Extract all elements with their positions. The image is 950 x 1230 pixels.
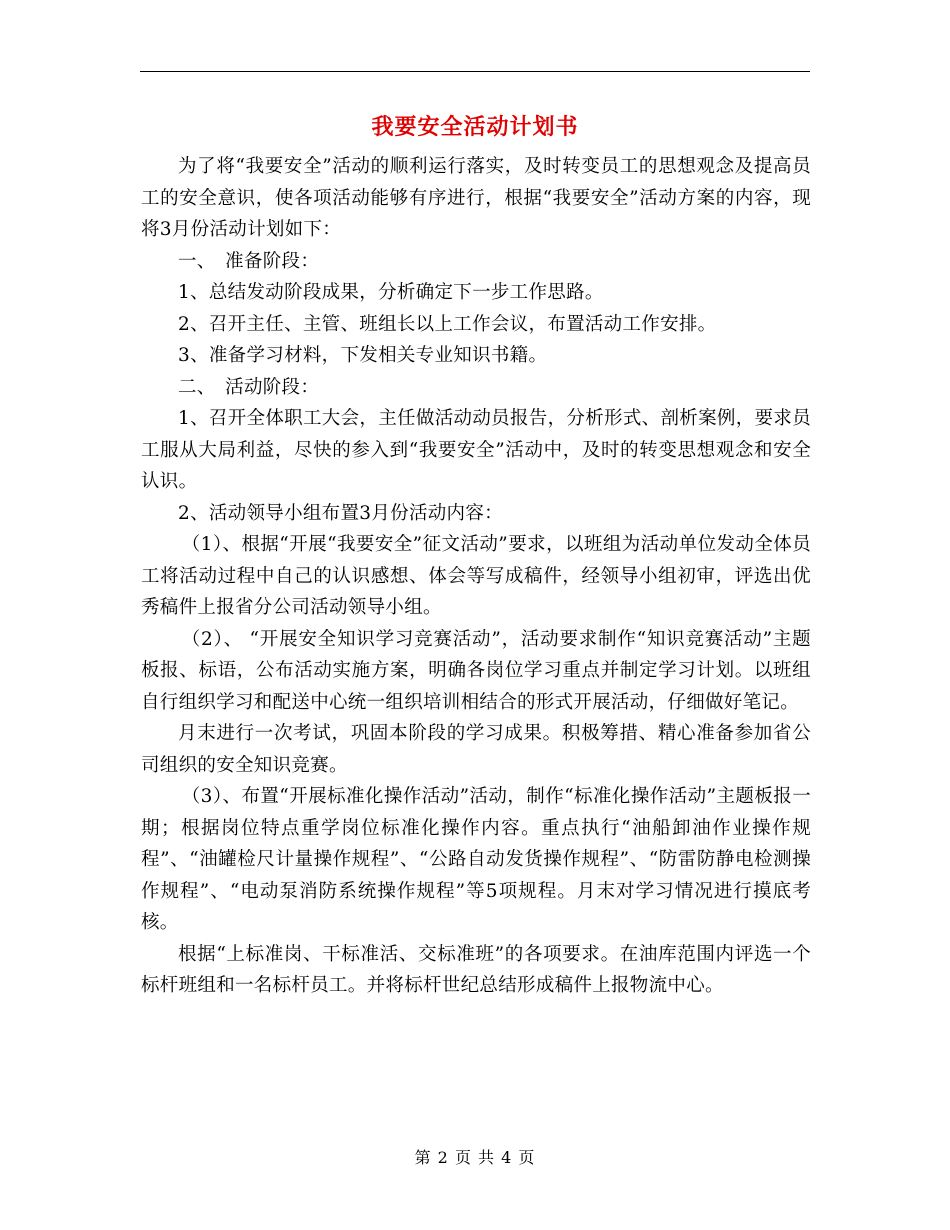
list-item: 1、总结发动阶段成果，分析确定下一步工作思路。 — [178, 282, 604, 303]
header-rule — [140, 71, 810, 72]
sub-item: （2）、 “开展安全知识学习竞赛活动”，活动要求制作“知识竞赛活动”主题板报、标语，公布活动实施方案，明确各岗位学习重点并制定学习计划。以班组自行组织学习和配送中心统一组织培训相结合的形式开展活动，仔细做好笔记。 — [141, 628, 811, 713]
list-item: 2、活动领导小组布置3月份活动内容： — [178, 502, 503, 524]
list-item: 3、准备学习材料，下发相关专业知识书籍。 — [178, 345, 548, 366]
document-body — [141, 151, 811, 1002]
page-number-footer: 第 2 页 共 4 页 — [414, 1148, 536, 1167]
section-heading-preparation: 一、 准备阶段： — [178, 250, 320, 272]
sub-item: （1）、根据“开展“我要安全”征文活动”要求，以班组为活动单位发动全体员工将活动过程中自己的认识感想、体会等写成稿件，经领导小组初审，评选出优秀稿件上报省分公司活动领导小组。 — [141, 534, 811, 618]
document-title: 我要安全活动计划书 — [371, 114, 579, 140]
section-heading-activity: 二、 活动阶段： — [178, 376, 320, 398]
list-item: 1、召开全体职工大会，主任做活动动员报告，分析形式、剖析案例，要求员工服从大局利益，尽快的参入到“我要安全”活动中，及时的转变思想观念和安全认识。 — [141, 408, 811, 492]
list-item: 2、召开主任、主管、班组长以上工作会议，布置活动工作安排。 — [178, 313, 717, 335]
body-paragraph: 月末进行一次考试，巩固本阶段的学习成果。积极筹措、精心准备参加省公司组织的安全知识竞赛。 — [141, 723, 811, 776]
intro-paragraph: 为了将“我要安全”活动的顺利运行落实，及时转变员工的思想观念及提高员工的安全意识，使各项活动能够有序进行，根据“我要安全”活动方案的内容，现将3月份活动计划如下： — [141, 156, 811, 240]
body-paragraph: 根据“上标准岗、干标准活、交标准班”的各项要求。在油库范围内评选一个标杆班组和一名标杆员工。并将标杆世纪总结形成稿件上报物流中心。 — [141, 943, 811, 996]
sub-item: （3）、布置“开展标准化操作活动”活动，制作“标准化操作活动”主题板报一期；根据岗位特点重学岗位标准化操作内容。重点执行“油船卸油作业操作规程”、“油罐检尺计量操作规程”、“公路自动发货操作规程”、“防雷防静电检测操作规程”、“电动泵消防系统操作规程”等5项规程。月末对学习情况进行摸底考核。 — [141, 786, 811, 933]
